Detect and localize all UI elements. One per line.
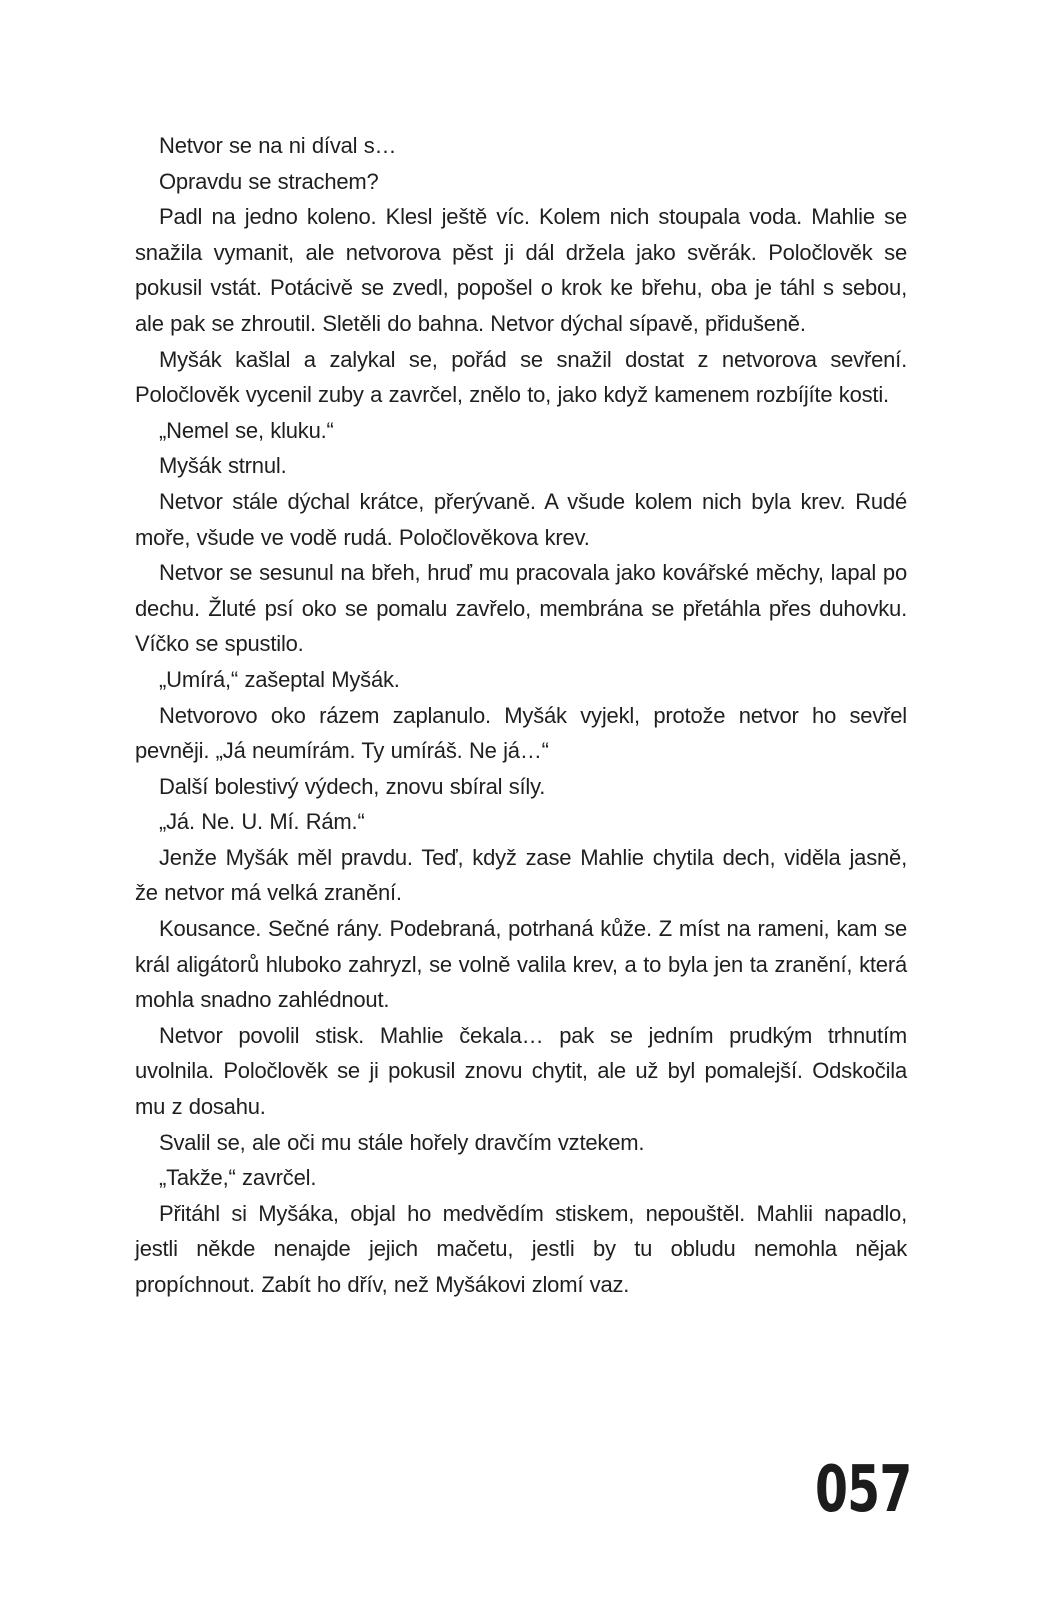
paragraph: Netvor povolil stisk. Mahlie čekala… pak se jedním prudkým trhnutím uvolnila. Poločlověk se ji pokusil znovu chytit, ale už byl pomalejší. Odskočila mu z dosahu.	[135, 1022, 907, 1120]
paragraph: Přitáhl si Myšáka, objal ho medvědím stiskem, nepouštěl. Mahlii napadlo, jestli někde nenajde jejich mačetu, jestli by tu obludu nemohla nějak propíchnout. Zabít ho dřív, než Myšákovi zlomí vaz.	[135, 1200, 907, 1297]
paragraph: Padl na jedno koleno. Klesl ještě víc. Kolem nich stoupala voda. Mahlie se snažila vymanit, ale netvorova pěst ji dál držela jako svěrák. Poločlověk se pokusil vstát. Potácivě se zvedl, popošel o krok ke břehu, oba je táhl s sebou, ale pak se zhroutil. Sletěli do bahna. Netvor dýchal sípavě, přidušeně.	[135, 204, 907, 336]
text-block	[135, 128, 907, 1303]
page-number: 057	[815, 1453, 912, 1527]
paragraph: Netvor se sesunul na břeh, hruď mu pracovala jako kovářské měchy, lapal po dechu. Žluté psí oko se pomalu zavřelo, membrána se přetáhla přes duhovku. Víčko se spustilo.	[135, 560, 907, 657]
paragraph: Kousance. Sečné rány. Podebraná, potrhaná kůže. Z míst na rameni, kam se král aligátorů hluboko zahryzl, se volně valila krev, a to byla jen ta zranění, která mohla snadno zahlédnout.	[135, 916, 907, 1013]
paragraph: „Já. Ne. U. Mí. Rám.“	[159, 809, 365, 835]
paragraph: Další bolestivý výdech, znovu sbíral síly.	[159, 773, 546, 799]
paragraph: Myšák strnul.	[159, 453, 287, 479]
paragraph: Netvor stále dýchal krátce, přerývaně. A všude kolem nich byla krev. Rudé moře, všude ve vodě rudá. Poločlověkova krev.	[135, 488, 907, 550]
paragraph: „Nemel se, kluku.“	[159, 417, 334, 443]
paragraph: Opravdu se strachem?	[159, 168, 379, 194]
paragraph: Svalil se, ale oči mu stále hořely dravčím vztekem.	[159, 1129, 645, 1155]
paragraph: Jenže Myšák měl pravdu. Teď, když zase Mahlie chytila dech, viděla jasně, že netvor má velká zranění.	[135, 844, 907, 906]
paragraph: Netvor se na ni díval s…	[159, 133, 397, 158]
paragraph: „Takže,“ zavrčel.	[159, 1165, 317, 1191]
paragraph: „Umírá,“ zašeptal Myšák.	[159, 666, 400, 692]
paragraph: Myšák kašlal a zalykal se, pořád se snažil dostat z netvorova sevření. Poločlověk vycenil zuby a zavrčel, znělo to, jako když kamenem rozbíjíte kosti.	[135, 346, 907, 408]
paragraph: Netvorovo oko rázem zaplanulo. Myšák vyjekl, protože netvor ho sevřel pevněji. „Já neumírám. Ty umíráš. Ne já…“	[135, 702, 907, 764]
